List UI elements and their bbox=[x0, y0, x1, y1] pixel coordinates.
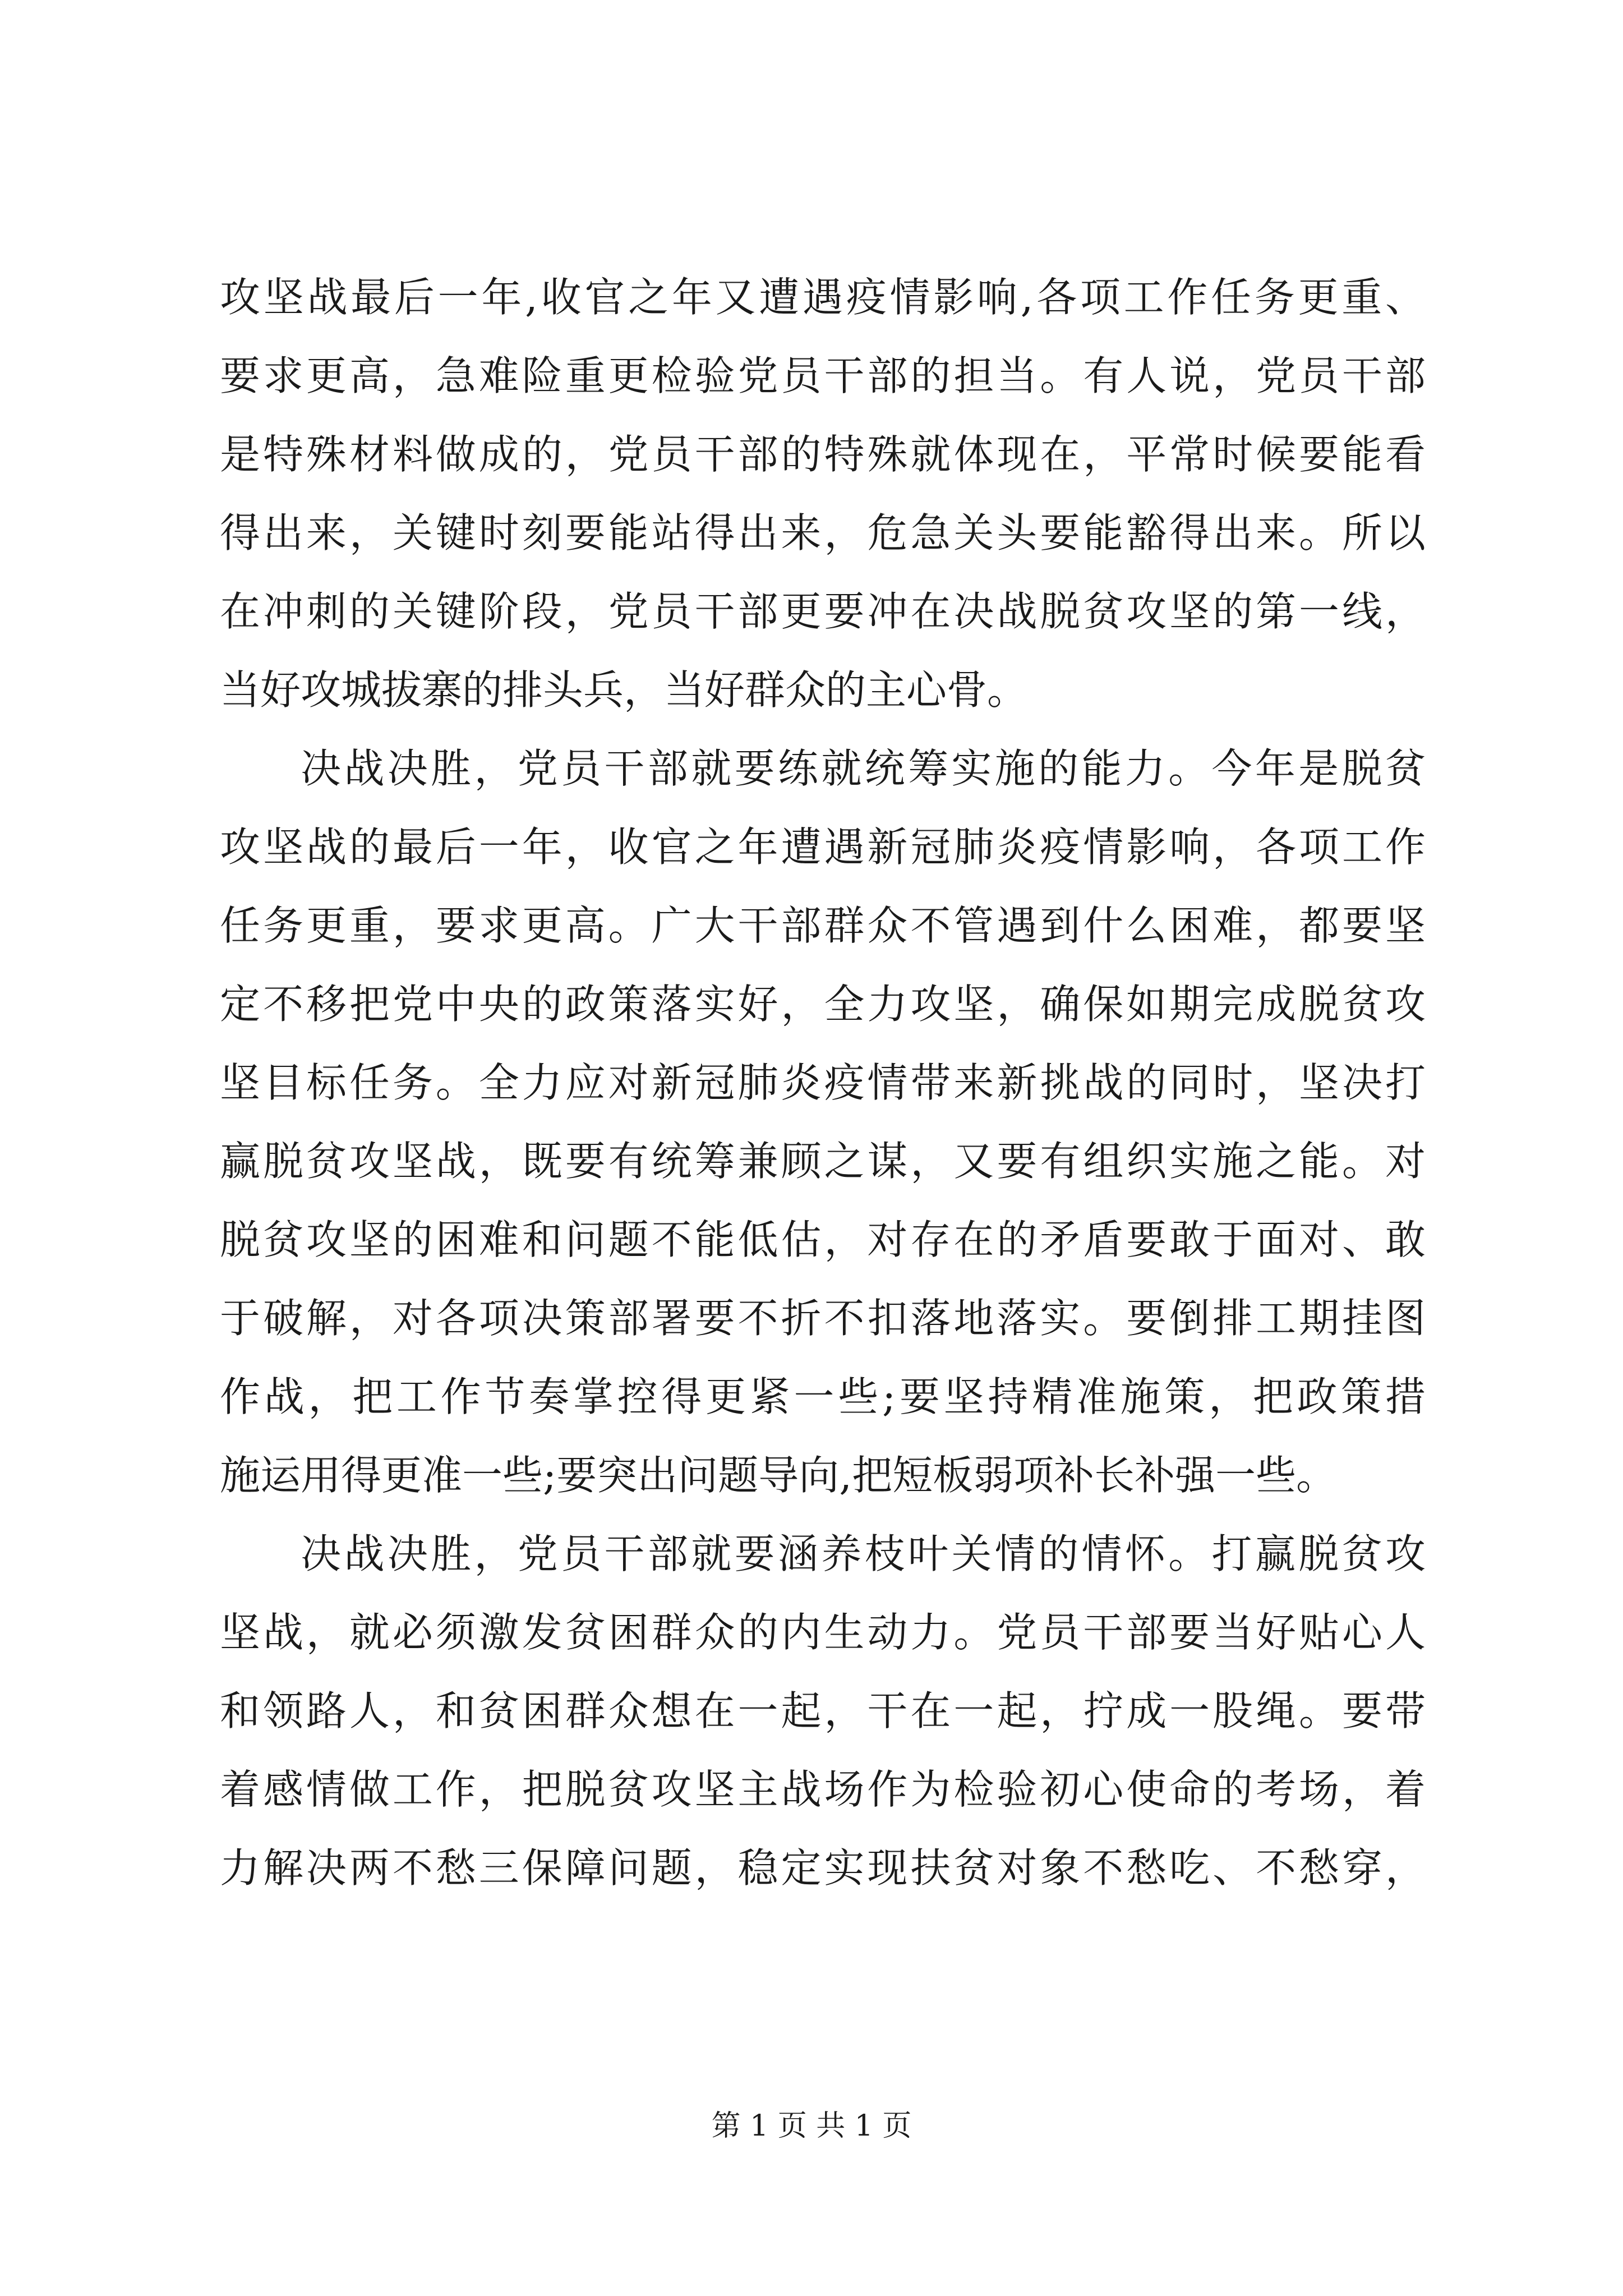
text-line: 着感情做工作，把脱贫攻坚主战场作为检验初心使命的考场，着 bbox=[220, 1766, 1426, 1813]
text-line: 是特殊材料做成的，党员干部的特殊就体现在，平常时候要能看 bbox=[220, 431, 1426, 478]
text-line: 和领路人，和贫困群众想在一起，干在一起，拧成一股绳。要带 bbox=[220, 1687, 1426, 1734]
text-line: 坚目标任务。全力应对新冠肺炎疫情带来新挑战的同时，坚决打 bbox=[220, 1059, 1426, 1106]
text-line: 赢脱贫攻坚战，既要有统筹兼顾之谋，又要有组织实施之能。对 bbox=[220, 1138, 1426, 1185]
text-line: 当好攻城拔寨的排头兵，当好群众的主心骨。 bbox=[220, 666, 1028, 714]
text-line: 攻坚战最后一年,收官之年又遭遇疫情影响,各项工作任务更重、 bbox=[220, 274, 1426, 321]
text-line: 力解决两不愁三保障问题，稳定实现扶贫对象不愁吃、不愁穿， bbox=[220, 1844, 1426, 1892]
text-line: 作战，把工作节奏掌控得更紧一些;要坚持精准施策，把政策措 bbox=[220, 1373, 1426, 1420]
text-line: 脱贫攻坚的困难和问题不能低估，对存在的矛盾要敢于面对、敢 bbox=[220, 1216, 1426, 1263]
text-line: 在冲刺的关键阶段，党员干部更要冲在决战脱贫攻坚的第一线， bbox=[220, 588, 1426, 635]
document-body bbox=[220, 258, 1426, 1907]
text-line: 任务更重，要求更高。广大干部群众不管遇到什么困难，都要坚 bbox=[220, 902, 1426, 949]
text-line: 得出来，关键时刻要能站得出来，危急关头要能豁得出来。所以 bbox=[220, 509, 1426, 556]
paragraph bbox=[220, 258, 1426, 729]
text-line: 决战决胜，党员干部就要涵养枝叶关情的情怀。打赢脱贫攻 bbox=[301, 1530, 1426, 1577]
text-line: 坚战，就必须激发贫困群众的内生动力。党员干部要当好贴心人 bbox=[220, 1609, 1426, 1656]
text-line: 于破解，对各项决策部署要不折不扣落地落实。要倒排工期挂图 bbox=[220, 1295, 1426, 1342]
paragraph bbox=[220, 729, 1426, 1515]
text-line: 决战决胜，党员干部就要练就统筹实施的能力。今年是脱贫 bbox=[301, 745, 1426, 792]
paragraph bbox=[220, 1515, 1426, 1907]
page-number-footer: 第 1 页 共 1 页 bbox=[711, 2109, 912, 2143]
text-line: 定不移把党中央的政策落实好，全力攻坚，确保如期完成脱贫攻 bbox=[220, 981, 1426, 1028]
text-line: 施运用得更准一些;要突出问题导向,把短板弱项补长补强一些。 bbox=[220, 1452, 1337, 1499]
text-line: 攻坚战的最后一年，收官之年遭遇新冠肺炎疫情影响，各项工作 bbox=[220, 823, 1426, 871]
text-line: 要求更高，急难险重更检验党员干部的担当。有人说，党员干部 bbox=[220, 352, 1426, 399]
